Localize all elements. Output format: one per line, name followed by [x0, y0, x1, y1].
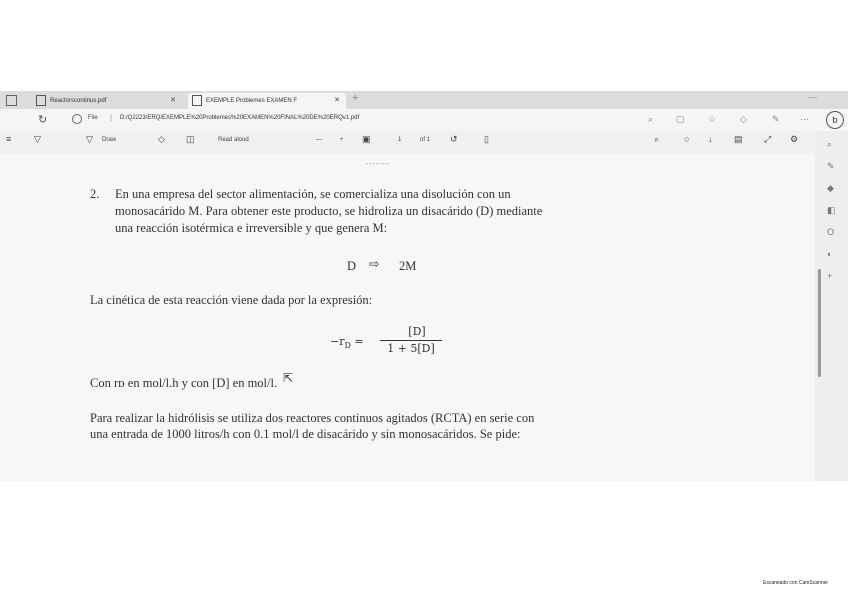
- scanner-watermark: Escaneado con CamScanner: [763, 580, 829, 586]
- add-icon[interactable]: +: [827, 271, 833, 281]
- tab-exemple[interactable]: [188, 93, 346, 109]
- kinetics-text: La cinética de esta reacción viene dada por la expresión:: [90, 293, 373, 307]
- page-number-field[interactable]: 1: [398, 137, 402, 143]
- draw-icon[interactable]: ▽: [86, 134, 93, 144]
- tab-label: Reactorscontinus.pdf: [50, 98, 107, 104]
- paragraph-line: una entrada de 1000 litros/h con 0.1 mol/l de disacárido y sin monosacáridos. Se pide:: [90, 427, 521, 441]
- tab-label: EXEMPLE Problemes EXAMEN F: [206, 98, 298, 104]
- file-label: File: [88, 115, 98, 121]
- erase-icon[interactable]: ◇: [158, 134, 165, 144]
- reaction-product: 2M: [399, 259, 417, 273]
- tools-icon[interactable]: ◆: [827, 183, 834, 193]
- extensions-icon[interactable]: ◇: [740, 114, 747, 124]
- mouse-cursor-icon: ⇱: [283, 371, 294, 385]
- read-aloud-button[interactable]: Read aloud: [218, 137, 249, 143]
- scrollbar[interactable]: [818, 269, 821, 377]
- office-icon[interactable]: O: [827, 227, 835, 237]
- problem-number: 2.: [90, 187, 100, 201]
- pdf-icon: [36, 95, 46, 106]
- contents-icon[interactable]: ≡: [6, 134, 12, 144]
- problem-line: En una empresa del sector alimentación, se comercializa una disolución con un: [115, 187, 511, 201]
- paragraph-line: Para realizar la hidrólisis se utiliza dos reactores continuos agitados (RCTA) en serie con: [90, 411, 535, 425]
- minimize-icon[interactable]: —: [808, 92, 817, 102]
- fit-page-icon[interactable]: ▣: [362, 134, 371, 144]
- find-icon[interactable]: ⌕: [654, 134, 660, 144]
- search-icon[interactable]: ⌕: [827, 139, 833, 149]
- settings-icon[interactable]: ⚙: [790, 134, 799, 144]
- rotate-icon[interactable]: ↺: [450, 134, 458, 144]
- pdf-page: [0, 153, 815, 481]
- page-separator: -------: [366, 161, 390, 168]
- pdf-toolbar: [0, 131, 848, 154]
- fullscreen-icon[interactable]: ⤢: [764, 134, 772, 144]
- rate-numerator: [D]: [408, 325, 426, 338]
- url-field[interactable]: D:/Q2223/ERQ/EXEMPLE%20Problemes%20EXAMEN%20FINAL%20DE%20ERQv1.pdf: [120, 115, 360, 121]
- reaction-arrow: ⇨: [369, 257, 380, 271]
- save-icon[interactable]: ↓: [708, 134, 713, 144]
- page-total: of 1: [420, 137, 431, 143]
- reaction-reactant: D: [347, 259, 357, 273]
- print-icon[interactable]: ○: [684, 134, 690, 144]
- units-text: Con rᴅ en mol/l.h y con [D] en mol/l.: [90, 376, 278, 390]
- pin-icon[interactable]: ✎: [827, 161, 835, 171]
- rate-denominator: 1 + 5[D]: [387, 342, 435, 355]
- tab-bar: [0, 91, 848, 109]
- zoom-in-button[interactable]: +: [340, 137, 344, 143]
- info-icon[interactable]: [72, 114, 82, 124]
- page-view-icon[interactable]: ▯: [484, 134, 489, 144]
- draw-button[interactable]: Draw: [102, 137, 117, 143]
- collections-icon[interactable]: ✎: [772, 114, 780, 124]
- pdf-icon: [192, 95, 202, 106]
- rate-lhs: $-r_D$ =: [330, 335, 364, 351]
- view-icon[interactable]: ◫: [186, 134, 195, 144]
- profile-avatar[interactable]: b: [826, 111, 844, 129]
- shopping-icon[interactable]: ◧: [827, 205, 836, 215]
- photo-of-screen: [0, 91, 848, 481]
- problem-line: monosacárido M. Para obtener este producto, se hidroliza un disacárido (D) mediante: [115, 204, 543, 218]
- address-bar: [0, 109, 848, 131]
- outlook-icon[interactable]: ◐: [827, 249, 833, 259]
- search-icon[interactable]: ⌕: [648, 114, 654, 124]
- filter-icon[interactable]: ▽: [34, 134, 41, 144]
- close-icon[interactable]: ✕: [170, 97, 176, 104]
- close-icon[interactable]: ✕: [334, 97, 340, 104]
- fraction-bar: [380, 340, 442, 341]
- save-as-icon[interactable]: ▤: [734, 134, 743, 144]
- problem-line: una reacción isotérmica e irreversible y que genera M:: [115, 221, 388, 235]
- tab-reactors[interactable]: [32, 93, 182, 109]
- zoom-out-button[interactable]: —: [316, 137, 322, 143]
- new-tab-button[interactable]: +: [352, 92, 359, 104]
- window-menu-icon[interactable]: [6, 95, 17, 106]
- refresh-icon[interactable]: ↻: [38, 114, 48, 126]
- more-icon[interactable]: ⋯: [800, 114, 809, 124]
- read-mode-icon[interactable]: ▢: [676, 114, 685, 124]
- favorite-icon[interactable]: ☆: [708, 114, 717, 124]
- divider: |: [110, 113, 113, 122]
